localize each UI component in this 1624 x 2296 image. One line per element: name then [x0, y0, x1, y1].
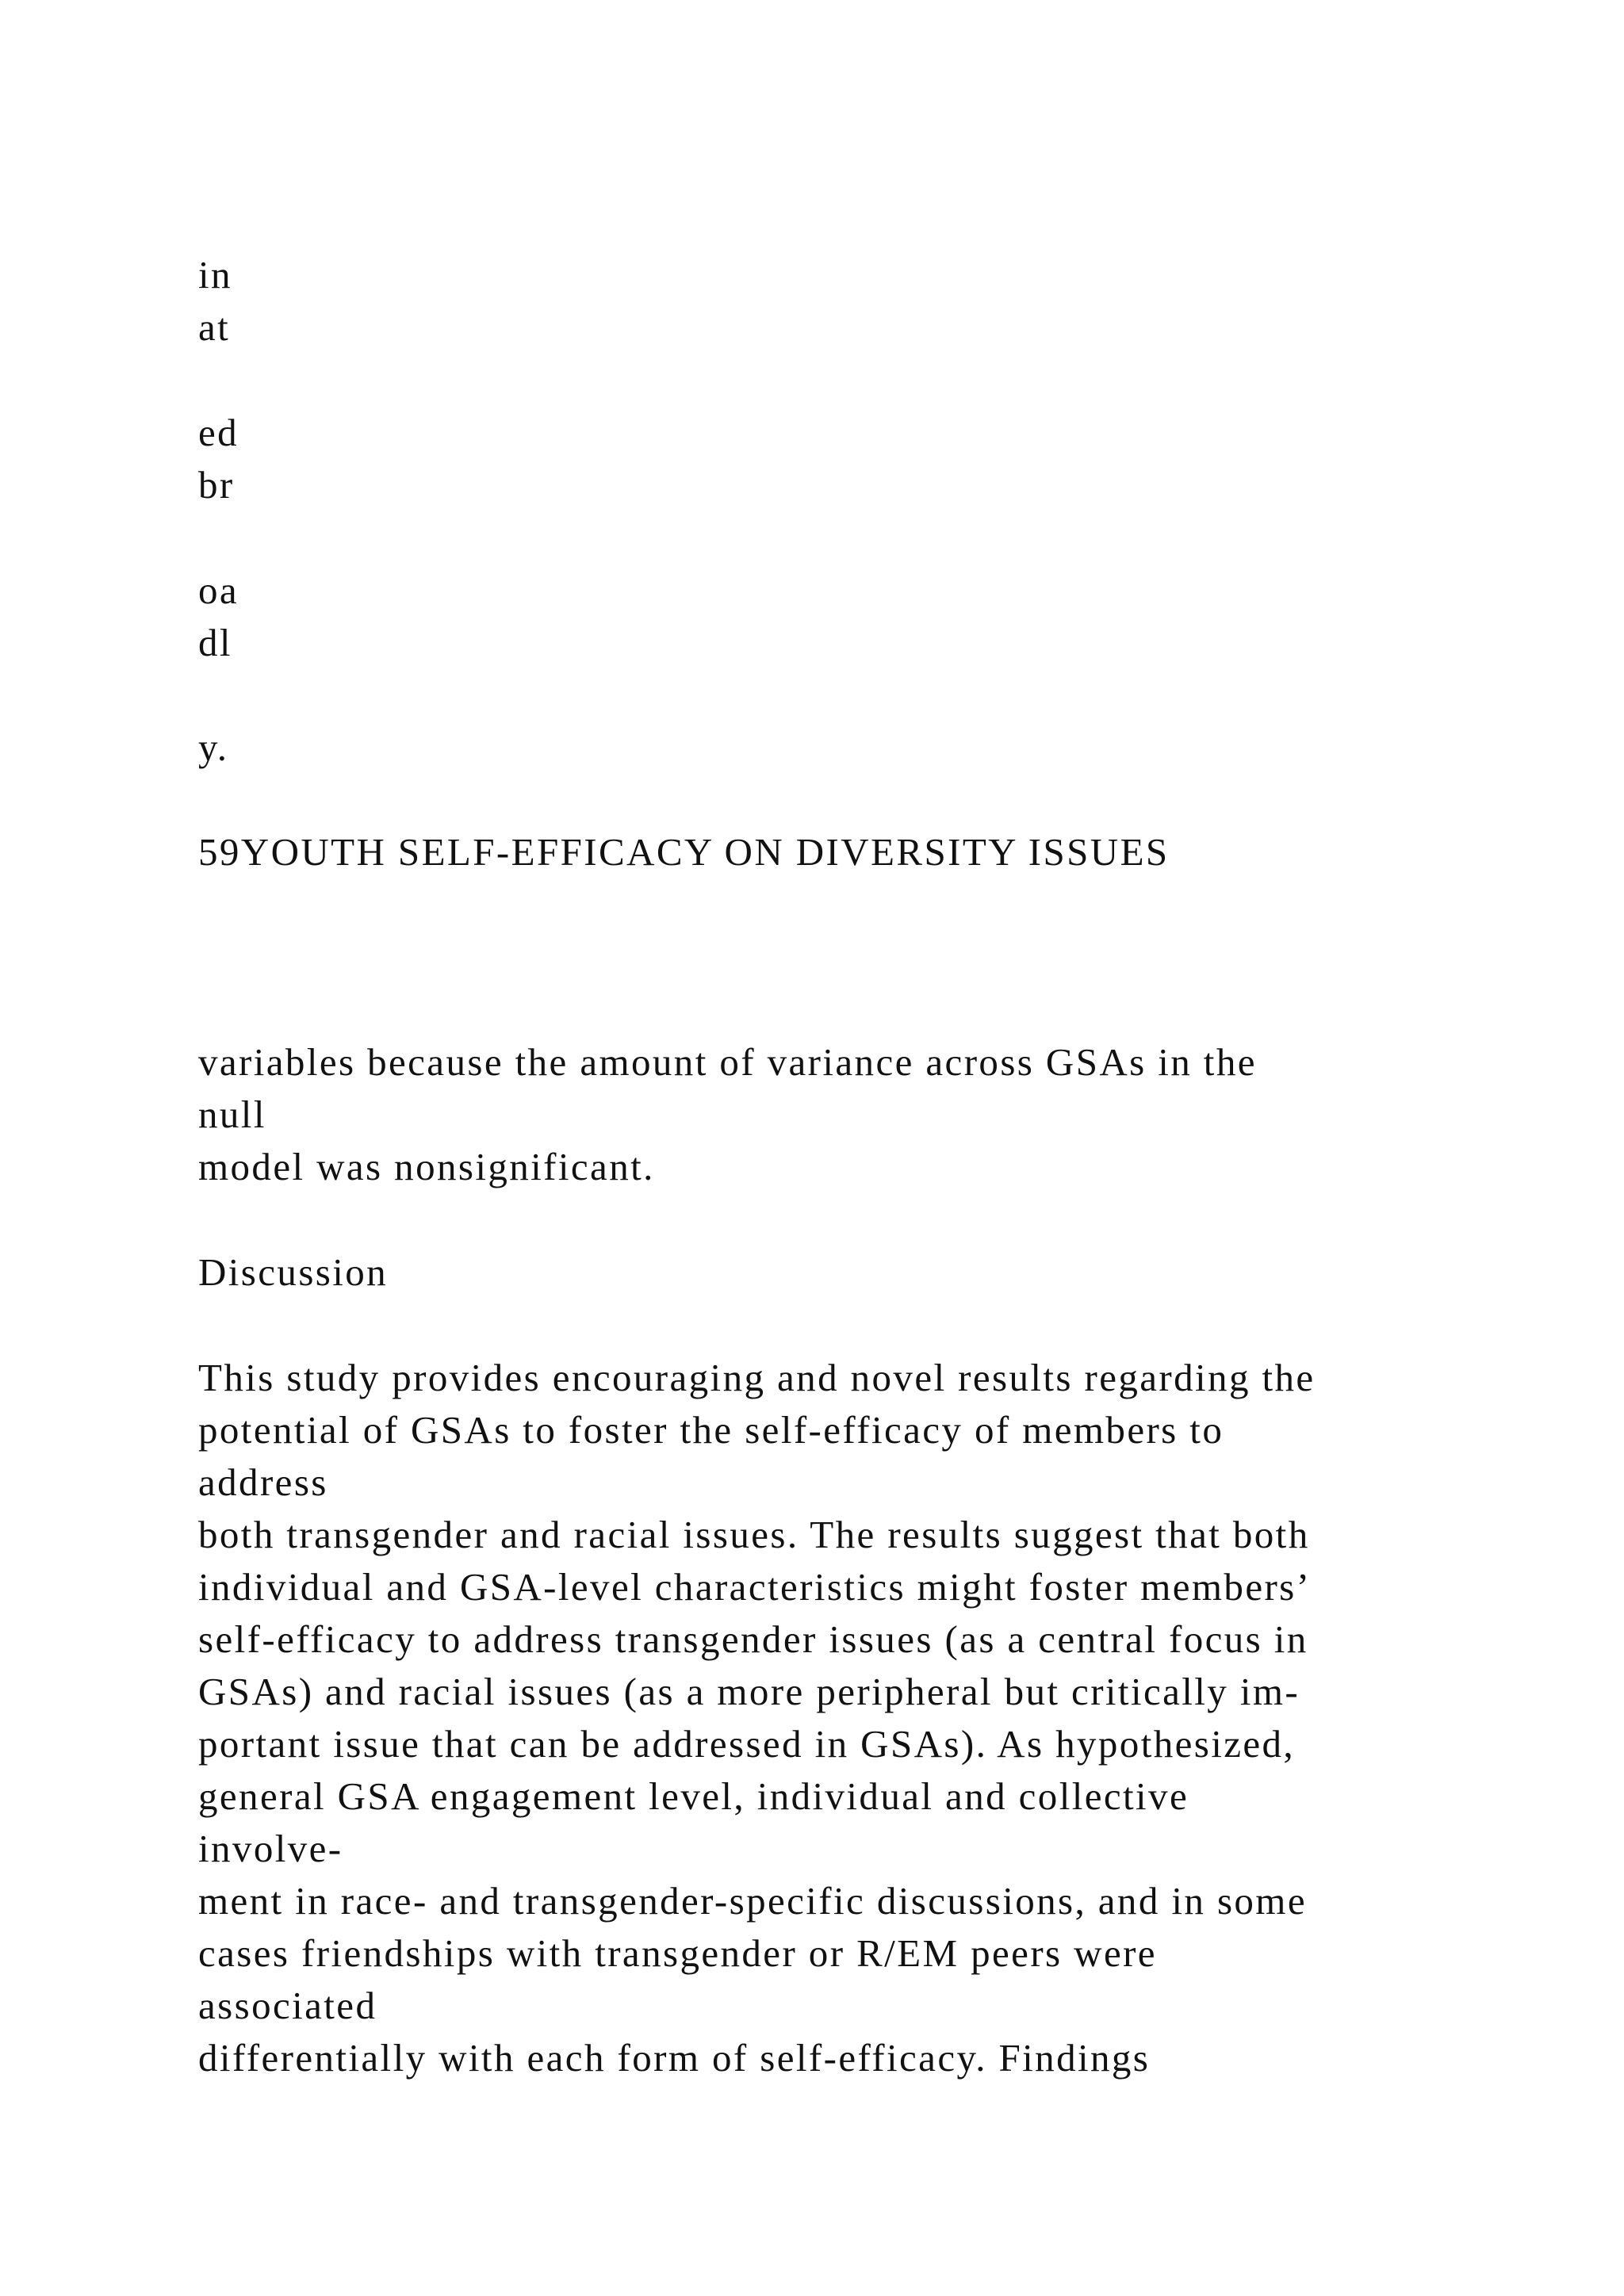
fragment-line: oa: [198, 568, 239, 612]
fragment-line: br: [198, 463, 235, 507]
fragment-line: at: [198, 305, 231, 349]
fragment-line: y.: [198, 725, 229, 769]
body-text-line: cases friendships with transgender or R/EM peers were: [198, 1931, 1157, 1975]
body-text-line: address: [198, 1460, 328, 1504]
section-heading: Discussion: [198, 1250, 389, 1294]
body-text-line: This study provides encouraging and novel results regarding the: [198, 1356, 1316, 1399]
body-text-line: variables because the amount of variance across GSAs in the: [198, 1040, 1257, 1084]
running-header: 59YOUTH SELF-EFFICACY ON DIVERSITY ISSUES: [198, 830, 1170, 874]
body-text-line: model was nonsignificant.: [198, 1145, 655, 1188]
body-text-line: GSAs) and racial issues (as a more peripheral but critically im-: [198, 1670, 1300, 1713]
body-text-line: differentially with each form of self-efficacy. Findings: [198, 2036, 1151, 2080]
body-text-line: ment in race- and transgender-specific discussions, and in some: [198, 1879, 1307, 1923]
body-text-line: general GSA engagement level, individual and collective: [198, 1774, 1189, 1818]
fragment-line: ed: [198, 411, 239, 454]
body-text-line: potential of GSAs to foster the self-efficacy of members to: [198, 1408, 1224, 1452]
body-text-line: portant issue that can be addressed in GSAs). As hypothesized,: [198, 1722, 1296, 1766]
body-text-line: involve-: [198, 1827, 343, 1870]
body-text-line: individual and GSA-level characteristics might foster members’: [198, 1565, 1312, 1609]
fragment-line: in: [198, 253, 232, 297]
body-text-line: both transgender and racial issues. The results suggest that both: [198, 1513, 1310, 1556]
body-text-line: null: [198, 1093, 266, 1136]
fragment-line: dl: [198, 621, 232, 664]
body-text-line: self-efficacy to address transgender issues (as a central focus in: [198, 1617, 1308, 1661]
body-text-line: associated: [198, 1984, 377, 2027]
